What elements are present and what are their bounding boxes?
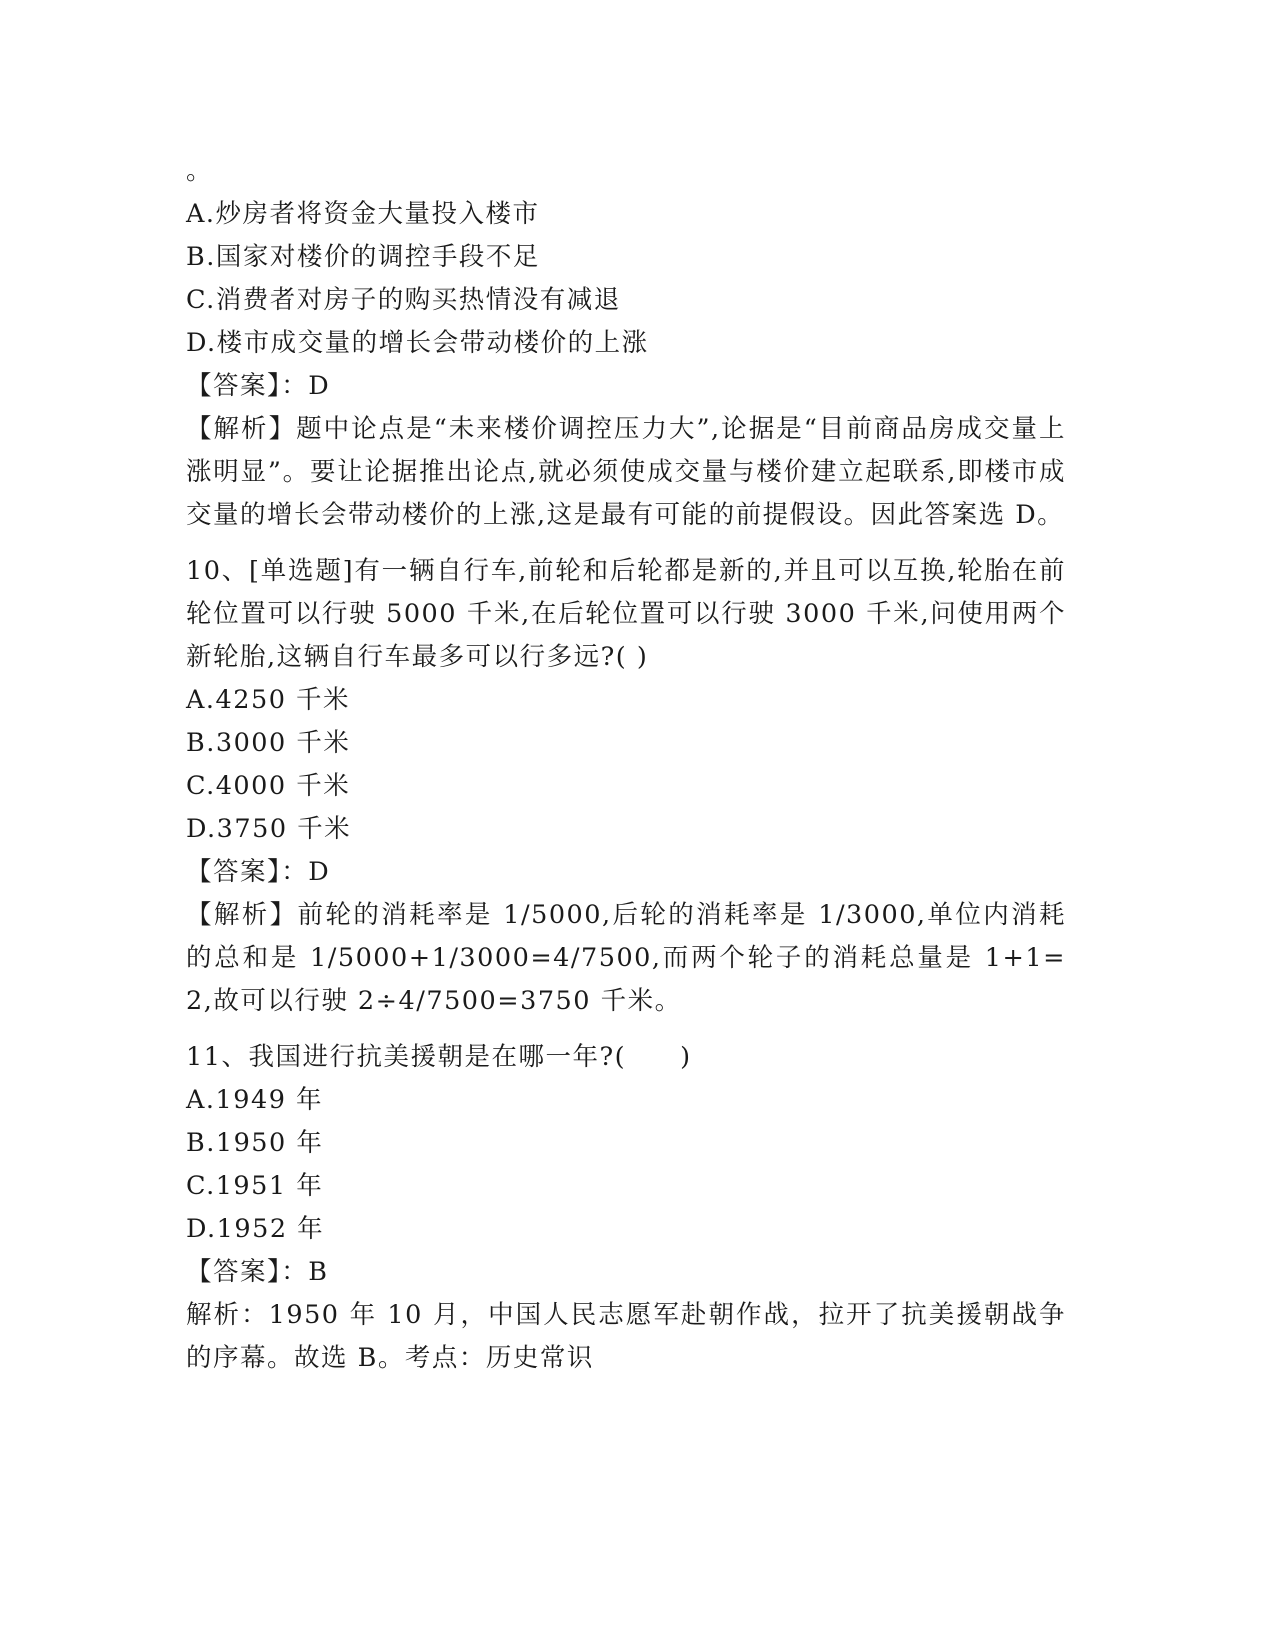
q9-option-d: D.楼市成交量的增长会带动楼价的上涨 [186,328,649,358]
q10-option-a: A.4250 千米 [186,685,351,715]
q9-option-a: A.炒房者将资金大量投入楼市 [186,199,540,229]
q10-analysis: 【解析】前轮的消耗率是 1/5000,后轮的消耗率是 1/3000,单位内消耗的总和是 1/5000+1/3000=4/7500,而两个轮子的消耗总量是 1+1=2,故可以行驶 2÷4/7500=3750 千米。 [186,900,1066,1016]
q11-answer: 【答案】：B [186,1257,329,1287]
q11-option-a: A.1949 年 [186,1085,324,1115]
q9-answer: 【答案】：D [186,371,331,401]
q11-question: 11、我国进行抗美援朝是在哪一年?( ) [186,1042,692,1072]
q11-option-d: D.1952 年 [186,1214,325,1244]
q10-option-d: D.3750 千米 [186,814,352,844]
document-content [186,150,1066,1380]
q10-answer: 【答案】：D [186,857,331,887]
q10-option-b: B.3000 千米 [186,728,351,758]
q9-analysis: 【解析】题中论点是“未来楼价调控压力大”,论据是“目前商品房成交量上涨明显”。要让论据推出论点,就必须使成交量与楼价建立起联系,即楼市成交量的增长会带动楼价的上涨,这是最有可能的前提假设。因此答案选 D。 [186,414,1066,530]
q9-leading-mark: 。 [186,156,214,186]
q11-option-b: B.1950 年 [186,1128,324,1158]
q9-option-c: C.消费者对房子的购买热情没有减退 [186,285,621,315]
q11-analysis: 解析：1950 年 10 月，中国人民志愿军赴朝作战，拉开了抗美援朝战争的序幕。故选 B。考点：历史常识 [186,1300,1066,1373]
q10-question: 10、[单选题]有一辆自行车,前轮和后轮都是新的,并且可以互换,轮胎在前轮位置可以行驶 5000 千米,在后轮位置可以行驶 3000 千米,问使用两个新轮胎,这辆自行车最多可以行多远?( ) [186,556,1066,672]
q9-option-b: B.国家对楼价的调控手段不足 [186,242,540,272]
q11-option-c: C.1951 年 [186,1171,324,1201]
q10-option-c: C.4000 千米 [186,771,351,801]
